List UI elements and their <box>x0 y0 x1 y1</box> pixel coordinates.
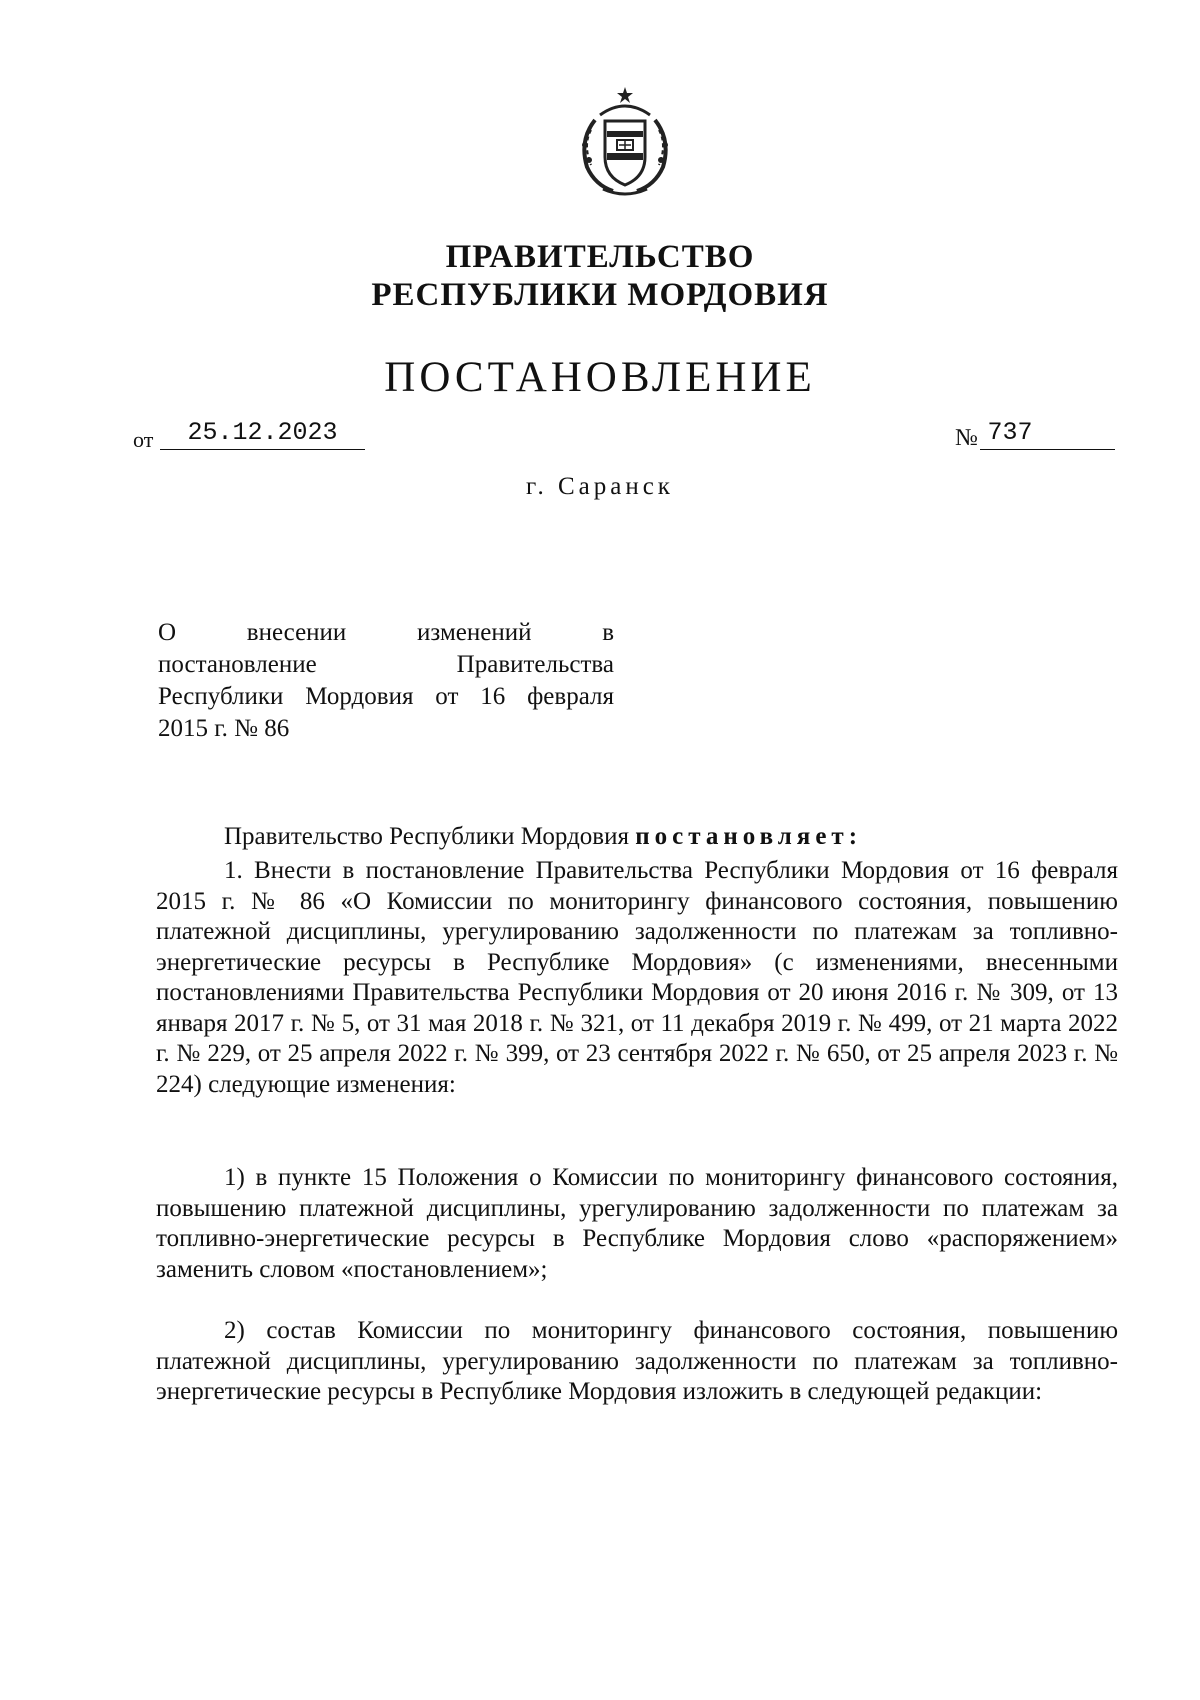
coat-of-arms-icon <box>565 85 685 200</box>
paragraph-1: 1. Внести в постановление Правительства Республики Мордовия от 16 февраля 2015 г. № 86 «О Комиссии по мониторингу финансового состояния, повышению платежной дисциплины, урегулированию задолженности по платежам за топливно-энергетические ресурсы в Республике Мордовия» (с изменениями, внесенными постановлениями Правительства Республики Мордовия от 20 июня 2016 г. № 309, от 13 января 2017 г. № 5, от 31 мая 2018 г. № 321, от 11 декабря 2019 г. № 499, от 21 марта 2022 г. № 229, от 25 апреля 2022 г. № 399, от 23 сентября 2022 г. № 650, от 25 апреля 2023 г. № 224) следующие изменения: <box>156 857 1118 1098</box>
paragraph-1-2: 2) состав Комиссии по мониторингу финансового состояния, повышению платежной дисциплины, урегулированию задолженности по платежам за топливно-энергетические ресурсы в Республике Мордовия изложить в следующей редакции: <box>156 1317 1118 1405</box>
org-name-line1: ПРАВИТЕЛЬСТВО <box>445 239 755 275</box>
city: г. Саранск <box>526 473 674 500</box>
document-date: 25.12.2023 <box>187 418 338 447</box>
document-type: ПОСТАНОВЛЕНИЕ <box>384 354 816 401</box>
number-underline <box>980 449 1115 450</box>
paragraph-1-1: 1) в пункте 15 Положения о Комиссии по мониторингу финансового состояния, повышению платежной дисциплины, урегулированию задолженности по платежам за топливно-энергетические ресурсы в Республике Мордовия слово «распоряжением» заменить словом «постановлением»; <box>156 1164 1118 1283</box>
subject-line: 2015 г. № 86 <box>158 715 290 742</box>
lead-text: Правительство Республики Мордовия <box>224 823 629 850</box>
subject-line: О внесении изменений в <box>158 619 614 646</box>
subject-line: Республики Мордовия от 16 февраля <box>158 683 614 710</box>
resolution-lead <box>156 822 1118 853</box>
number-prefix: № <box>955 425 978 451</box>
org-name-line2: РЕСПУБЛИКИ МОРДОВИЯ <box>371 277 829 313</box>
date-prefix: от <box>133 427 154 452</box>
document-number: 737 <box>987 418 1033 447</box>
date-underline <box>160 449 365 450</box>
lead-keyword: постановляет: <box>635 823 863 850</box>
document-subject <box>158 617 614 745</box>
subject-line: постановление Правительства <box>158 651 614 678</box>
